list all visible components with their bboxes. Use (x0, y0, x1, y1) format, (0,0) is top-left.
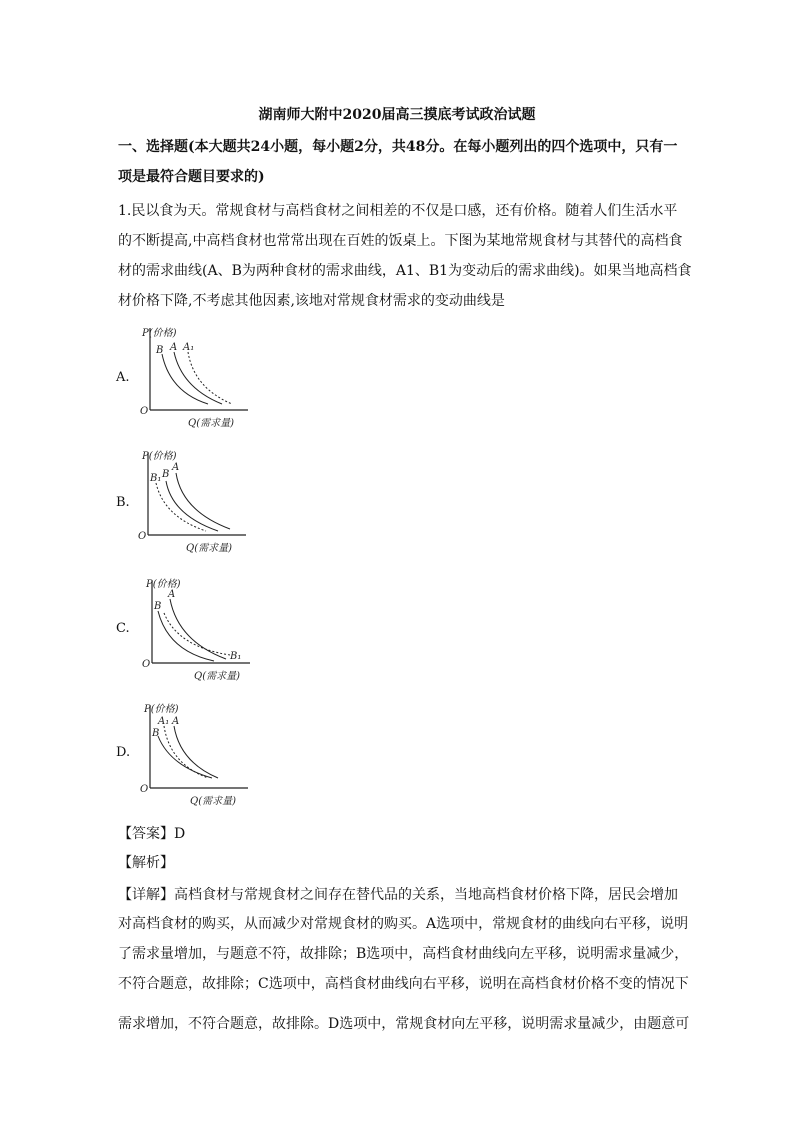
question-line-3: 材的需求曲线(A、B为两种食材的需求曲线，A1、B1为变动后的需求曲线)。如果当地高档食 (118, 263, 692, 279)
x-axis-label: Q(需求量) (188, 418, 235, 429)
curve-b (158, 736, 212, 778)
origin-label: O (140, 784, 149, 795)
question-line-1: 1.民以食为天。常规食材与高档食材之间相差的不仅是口感，还有价格。随着人们生活水平 (118, 203, 678, 219)
option-a-graph (130, 322, 255, 434)
option-d-graph (130, 700, 255, 812)
y-axis-label: P(价格) (142, 451, 177, 462)
y-axis-label: P(价格) (144, 704, 179, 715)
origin-label: O (142, 659, 151, 670)
curve-label-b: B (154, 601, 162, 612)
option-b-label: B. (116, 495, 130, 510)
option-d-label: D. (116, 745, 131, 760)
section-heading-line-1: 一、选择题(本大题共24小题，每小题2分，共48分。在每小题列出的四个选项中，只有一 (118, 139, 678, 155)
x-axis-label: Q(需求量) (186, 543, 233, 554)
curve-label-a1: A₁ (158, 716, 170, 727)
origin-label: O (140, 406, 149, 417)
question-line-2: 的不断提高,中高档食材也常常出现在百姓的饭桌上。下图为某地常规食材与其替代的高档食 (118, 233, 683, 249)
curve-b (162, 354, 208, 404)
option-c-label: C. (116, 621, 130, 636)
curve-label-b: B (162, 469, 170, 480)
question-line-4: 材价格下降,不考虑其他因素,该地对常规食材需求的变动曲线是 (118, 293, 505, 309)
y-axis-label: P(价格) (142, 328, 177, 339)
detail-line-5: 需求增加，不符合题意，故排除。D选项中，常规食材向左平移，说明需求量减少，由题意可 (118, 1016, 690, 1032)
curve-label-a: A (172, 462, 180, 473)
detail-line-4: 不符合题意，故排除；C选项中，高档食材曲线向右平移，说明在高档食材价格不变的情况下 (118, 976, 689, 992)
section-heading-line-2: 项是最符合题目要求的) (118, 169, 265, 185)
curve-label-a: A (172, 716, 180, 727)
document-title: 湖南师大附中2020届高三摸底考试政治试题 (258, 107, 536, 123)
curve-b1 (164, 613, 230, 655)
curve-label-b1: B₁ (230, 651, 242, 662)
curve-label-b1: B₁ (150, 473, 162, 484)
origin-label: O (138, 531, 147, 542)
curve-label-a: A (168, 589, 176, 600)
curve-a (170, 599, 226, 659)
curve-a (174, 726, 218, 778)
analysis-label: 【解析】 (118, 855, 174, 871)
option-b-graph (130, 447, 255, 559)
detail-line-1: 【详解】高档食材与常规食材之间存在替代品的关系，当地高档食材价格下降，居民会增加 (118, 887, 678, 903)
detail-line-2: 对高档食材的购买，从而减少对常规食材的购买。A选项中，常规食材的曲线向右平移，说明 (118, 916, 689, 932)
curve-a1 (164, 726, 208, 778)
curve-a (174, 352, 222, 404)
curve-label-b: B (156, 345, 164, 356)
option-c-graph (130, 575, 255, 687)
curve-label-a1: A₁ (183, 342, 195, 353)
curve-label-b: B (152, 728, 160, 739)
curve-a1 (188, 352, 232, 404)
detail-line-3: 了需求量增加，与题意不符，故排除；B选项中，高档食材曲线向左平移，说明需求量减少， (118, 946, 689, 962)
answer: 【答案】D (118, 826, 186, 842)
x-axis-label: Q(需求量) (190, 796, 237, 807)
option-a-label: A. (116, 370, 130, 385)
x-axis-label: Q(需求量) (194, 671, 241, 682)
y-axis-label: P(价格) (146, 579, 181, 590)
curve-label-a: A (170, 342, 178, 353)
